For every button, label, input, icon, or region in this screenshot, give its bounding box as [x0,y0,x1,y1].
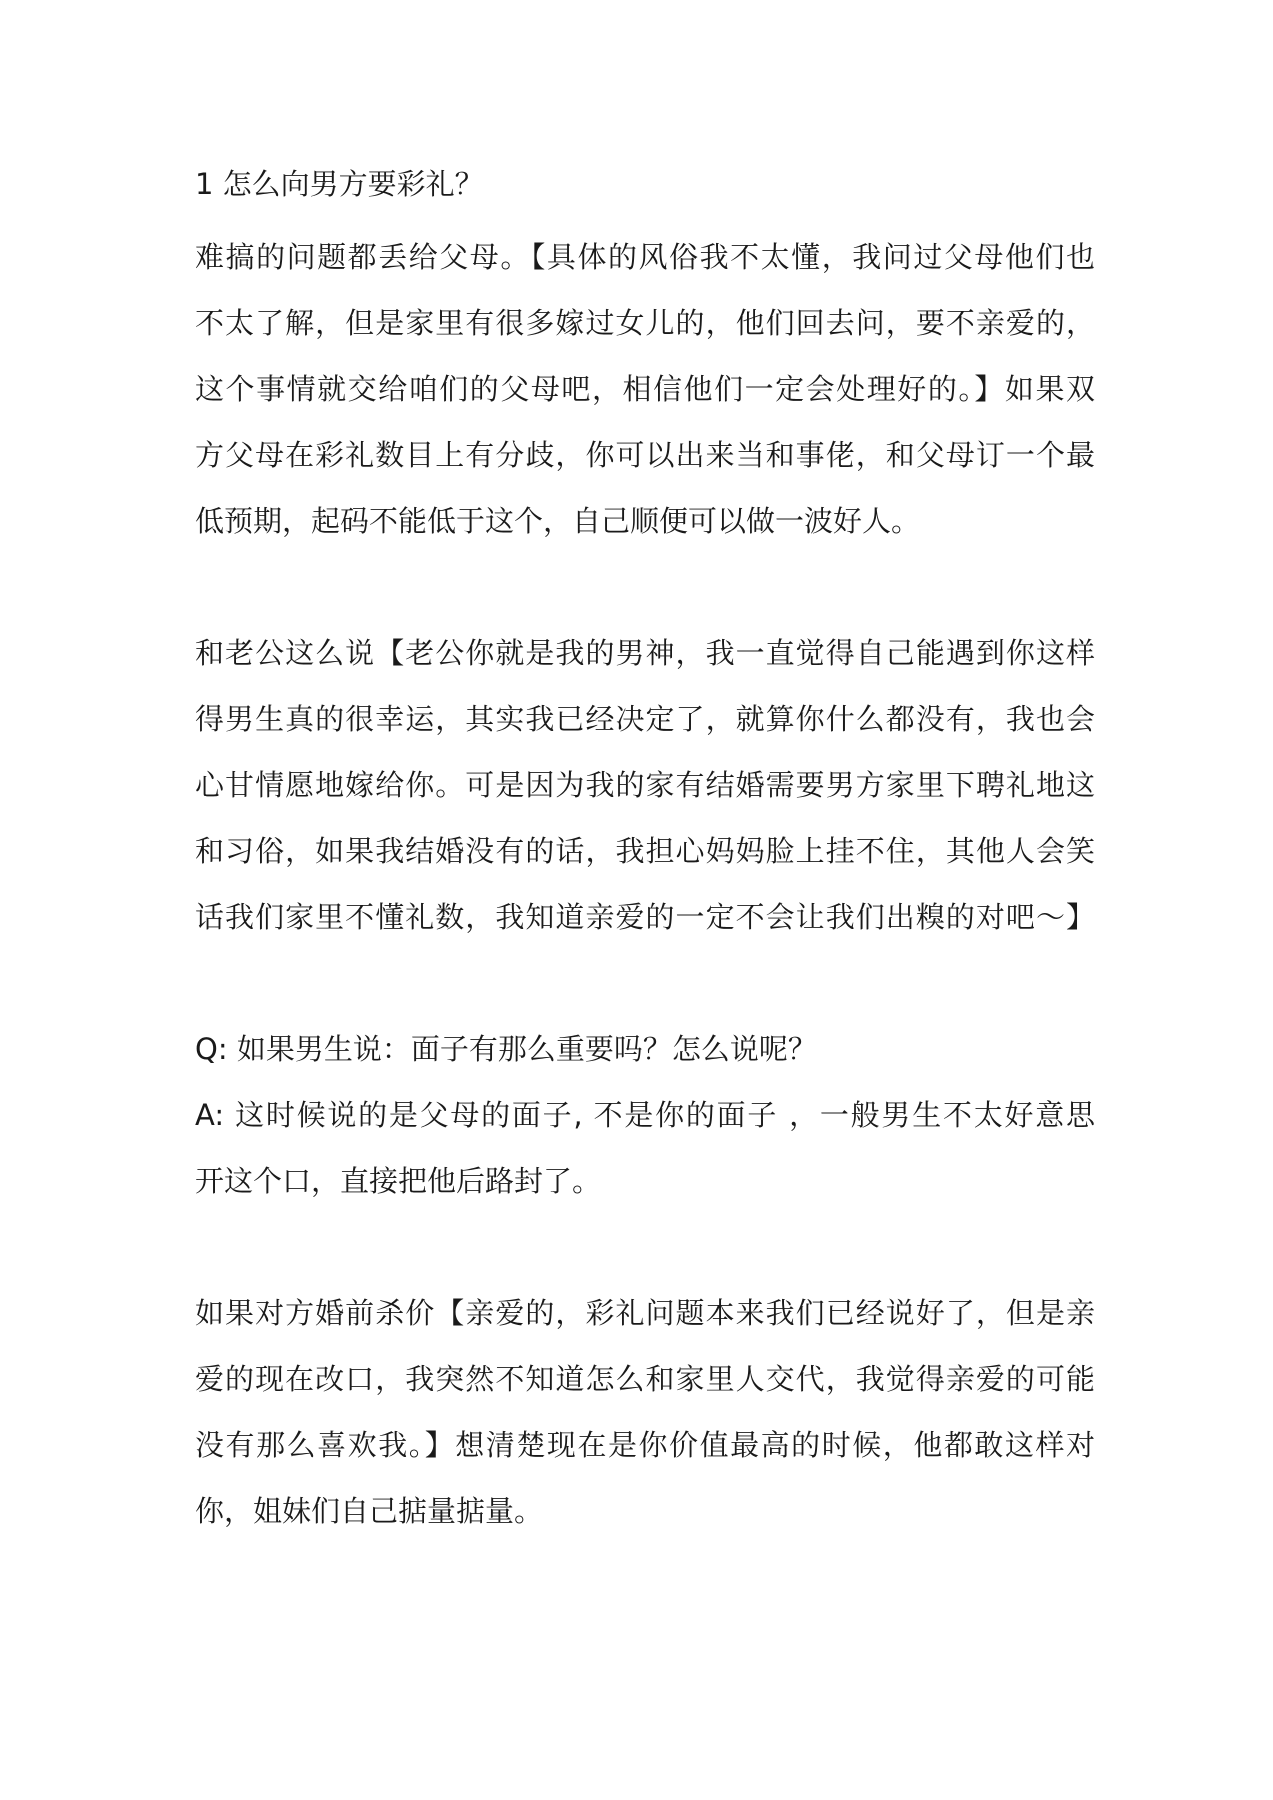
paragraph-line: 这个事情就交给咱们的父母吧，相信他们一定会处理好的。】如果双 [195,372,1095,406]
paragraph-gap [195,950,1095,1016]
paragraph-line: 心甘情愿地嫁给你。可是因为我的家有结婚需要男方家里下聘礼地这 [195,768,1095,802]
paragraph-gap [195,554,1095,620]
qa-answer-line: A: 这时候说的是父母的面子, 不是你的面子 ，一般男生不太好意思 [195,1098,1095,1132]
paragraph-tell-husband [195,620,1095,950]
paragraph-price-cut [195,1280,1095,1544]
paragraph-ask-parents [195,224,1095,554]
paragraph-line: 爱的现在改口，我突然不知道怎么和家里人交代，我觉得亲爱的可能 [195,1362,1095,1396]
paragraph-line: 如果对方婚前杀价【亲爱的，彩礼问题本来我们已经说好了，但是亲 [195,1296,1095,1330]
qa-answer-line: 开这个口，直接把他后路封了。 [195,1164,602,1198]
paragraph-line: 难搞的问题都丢给父母。【具体的风俗我不太懂，我问过父母他们也 [195,240,1095,274]
paragraph-line: 和习俗，如果我结婚没有的话，我担心妈妈脸上挂不住，其他人会笑 [195,834,1095,868]
qa-question: Q: 如果男生说：面子有那么重要吗？怎么说呢？ [195,1032,817,1066]
qa-block [195,1016,1095,1214]
paragraph-line: 不太了解，但是家里有很多嫁过女儿的，他们回去问，要不亲爱的， [195,306,1095,340]
paragraph-gap [195,1214,1095,1280]
paragraph-line: 和老公这么说【老公你就是我的男神，我一直觉得自己能遇到你这样 [195,636,1095,670]
paragraph-line: 没有那么喜欢我。】想清楚现在是你价值最高的时候，他都敢这样对 [195,1428,1095,1462]
document-page [195,158,1095,1544]
paragraph-line: 方父母在彩礼数目上有分歧，你可以出来当和事佬，和父母订一个最 [195,438,1095,472]
paragraph-line: 你，姐妹们自己掂量掂量。 [195,1494,544,1528]
paragraph-line: 低预期，起码不能低于这个，自己顺便可以做一波好人。 [195,504,921,538]
paragraph-line: 得男生真的很幸运，其实我已经决定了，就算你什么都没有，我也会 [195,702,1095,736]
document-title: 1 怎么向男方要彩礼？ [195,167,484,201]
paragraph-line: 话我们家里不懂礼数，我知道亲爱的一定不会让我们出糗的对吧～】 [195,900,1095,934]
